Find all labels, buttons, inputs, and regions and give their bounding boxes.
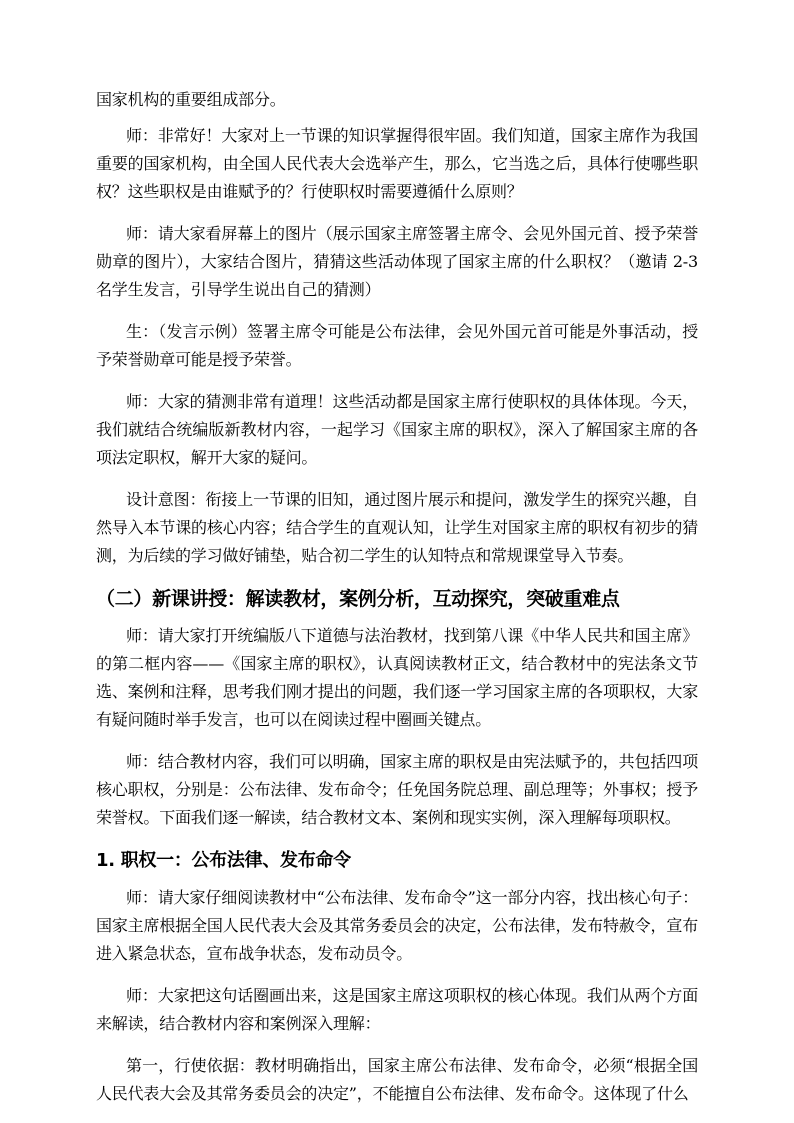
- paragraph-teacher-images: 师：请大家看屏幕上的图片（展示国家主席签署主席令、会见外国元首、授予荣誉勋章的图片），大家结合图片，猜猜这些活动体现了国家主席的什么职权？（邀请 2-3 名学生发言，引导学生说出自己的猜测）: [96, 224, 698, 299]
- paragraph-four-powers: 师：结合教材内容，我们可以明确，国家主席的职权是由宪法赋予的，共包括四项核心职权，分别是：公布法律、发布命令；任免国务院总理、副总理等；外事权；授予荣誉权。下面我们逐一解读，结合教材文本、案例和现实实例，深入理解每项职权。: [96, 752, 698, 827]
- paragraph-continuation: 国家机构的重要组成部分。: [96, 90, 286, 109]
- paragraph-basis: 第一，行使依据：教材明确指出，国家主席公布法律、发布命令，必须“根据全国人民代表大会及其常务委员会的决定”，不能擅自公布法律、发布命令。这体现了什么: [96, 1056, 698, 1103]
- document-body: [96, 86, 698, 1122]
- paragraph-student-answer: 生：（发言示例）签署主席令可能是公布法律，会见外国元首可能是外事活动，授予荣誉勋章可能是授予荣誉。: [96, 322, 698, 369]
- paragraph-two-aspects: 师：大家把这句话圈画出来，这是国家主席这项职权的核心体现。我们从两个方面来解读，结合教材内容和案例深入理解：: [96, 986, 698, 1033]
- paragraph-teacher-review: 师：非常好！大家对上一节课的知识掌握得很牢固。我们知道，国家主席作为我国重要的国家机构，由全国人民代表大会选举产生，那么，它当选之后，具体行使哪些职权？这些职权是由谁赋予的？行使职权时需要遵循什么原则？: [96, 126, 698, 201]
- section-heading-new-lesson: （二）新课讲授：解读教材，案例分析，互动探究，突破重难点: [96, 588, 620, 610]
- paragraph-core-sentence: 师：请大家仔细阅读教材中“公布法律、发布命令”这一部分内容，找出核心句子：国家主席根据全国人民代表大会及其常务委员会的决定，公布法律，发布特赦令，宣布进入紧急状态，宣布战争状态，发布动员令。: [96, 888, 698, 963]
- paragraph-teacher-intro: 师：大家的猜测非常有道理！这些活动都是国家主席行使职权的具体体现。今天，我们就结合统编版新教材内容，一起学习《国家主席的职权》，深入了解国家主席的各项法定职权，解开大家的疑问。: [96, 392, 698, 467]
- paragraph-open-textbook: 师：请大家打开统编版八下道德与法治教材，找到第八课《中华人民共和国主席》的第二框内容——《国家主席的职权》，认真阅读教材正文，结合教材中的宪法条文节选、案例和注释，思考我们刚才提出的问题，我们逐一学习国家主席的各项职权，大家有疑问随时举手发言，也可以在阅读过程中圈画关键点。: [96, 626, 698, 729]
- sub-heading-power-one: 1. 职权一：公布法律、发布命令: [96, 850, 351, 871]
- paragraph-design-intent: 设计意图：衔接上一节课的旧知，通过图片展示和提问，激发学生的探究兴趣，自然导入本节课的核心内容；结合学生的直观认知，让学生对国家主席的职权有初步的猜测，为后续的学习做好铺垫，贴合初二学生的认知特点和常规课堂导入节奏。: [96, 490, 698, 565]
